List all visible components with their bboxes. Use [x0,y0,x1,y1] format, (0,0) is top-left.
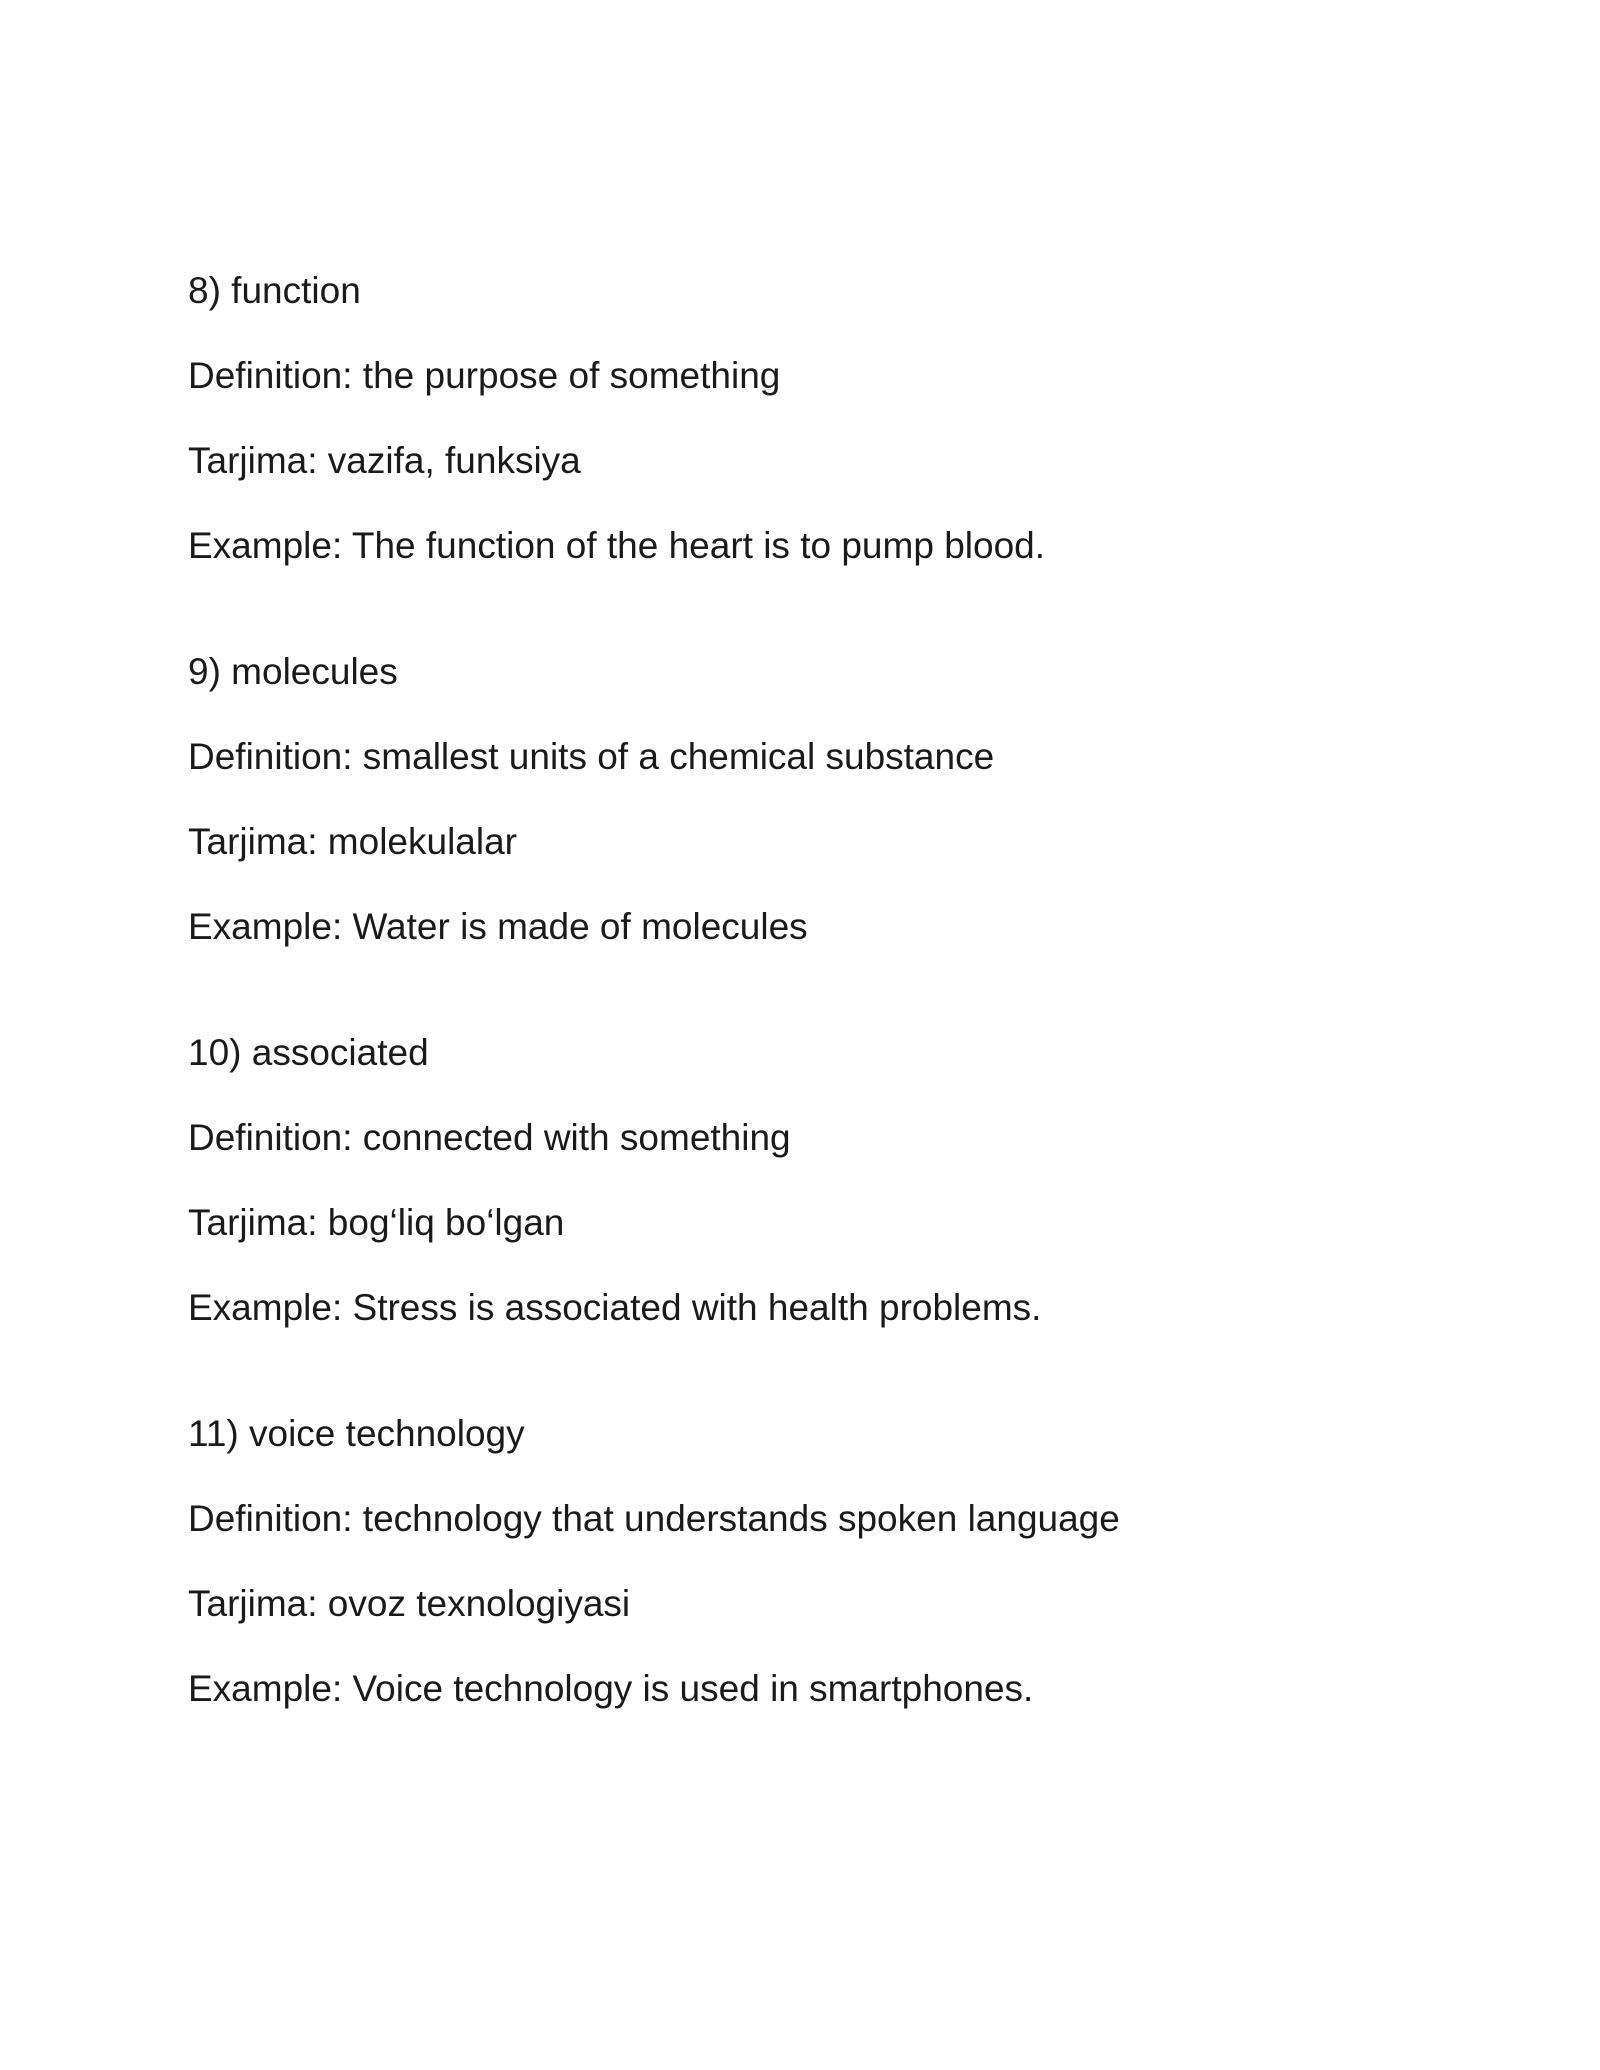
entry-translation: Tarjima: ovoz texnologiyasi [188,1583,631,1624]
entry-example: Example: Voice technology is used in smartphones. [188,1668,1034,1709]
entry-term: 8) function [188,270,361,311]
entry-term: 9) molecules [188,651,398,692]
entry-term: 10) associated [188,1032,429,1073]
entry-term: 11) voice technology [188,1413,525,1454]
entry-example: Example: Stress is associated with health problems. [188,1287,1042,1328]
entry-definition: Definition: connected with something [188,1117,791,1158]
entry-definition: Definition: technology that understands spoken language [188,1498,1120,1539]
vocabulary-entry [188,1032,1438,1329]
vocabulary-entry [188,1413,1438,1710]
vocabulary-entry [188,651,1438,948]
entry-translation: Tarjima: vazifa, funksiya [188,440,581,481]
vocabulary-entry [188,270,1438,567]
entry-translation: Tarjima: bog‘liq bo‘lgan [188,1202,565,1243]
vocabulary-list [188,270,1438,1794]
entry-example: Example: The function of the heart is to pump blood. [188,525,1045,566]
entry-definition: Definition: the purpose of something [188,355,781,396]
entry-definition: Definition: smallest units of a chemical substance [188,736,995,777]
entry-translation: Tarjima: molekulalar [188,821,517,862]
entry-example: Example: Water is made of molecules [188,906,808,947]
